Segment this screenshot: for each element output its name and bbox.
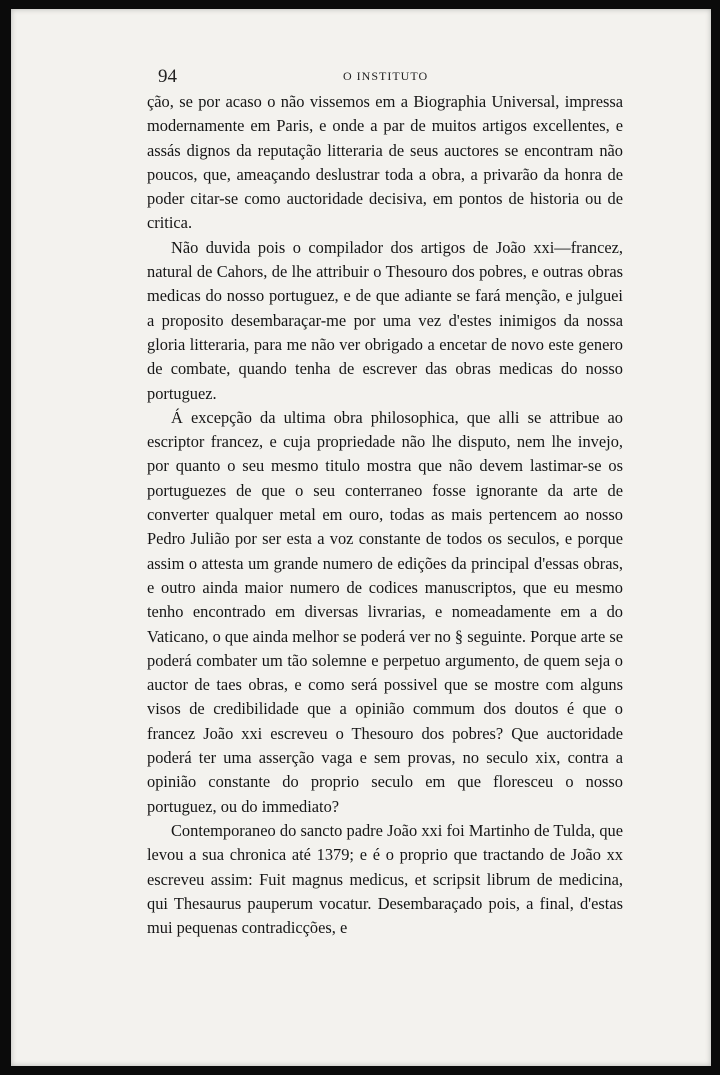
body-text (147, 90, 623, 940)
page-number: 94 (158, 66, 177, 87)
paragraph-4: Contemporaneo do sancto padre João xxi foi Martinho de Tulda, que levou a sua chronica até 1379; e é o proprio que tractando de João xx escreveu assim: Fuit magnus medicus, et scripsit librum de medicina, qui Thesaurus pauperum vocatur. Desembaraçado pois, a final, d'estas mui pequenas contradicções, e (147, 820, 623, 938)
paragraph-3: Á excepção da ultima obra philosophica, que alli se attribue ao escriptor francez, e cuja propriedade não lhe disputo, nem lhe invejo, por quanto o seu mesmo titulo mostra que não devem lastimar-se os portuguezes de que o seu conterraneo fosse ignorante da arte de converter qualquer metal em ouro, todas as mais pertencem ao nosso Pedro Julião por ser esta a voz constante de todos os seculos, e porque assim o attesta um grande numero de edições da principal d'essas obras, e outro ainda maior numero de codices manuscriptos, que eu mesmo tenho encontrado em diversas livrarias, e nomeadamente em a do Vaticano, o que ainda melhor se poderá ver no § seguinte. Porque arte se poderá combater um tão solemne e perpetuo argumento, de quem seja o auctor de taes obras, e como será possivel que se mostre com alguns visos de credibilidade que a opinião commum dos doutos é que o francez João xxi escreveu o Thesouro dos pobres? Que auctoridade poderá ter uma asserção vaga e sem provas, no seculo xix, contra a opinião constante do proprio seculo em que floresceu o nosso portuguez, ou do immediato? (147, 407, 623, 816)
paragraph-2: Não duvida pois o compilador dos artigos de João xxi—francez, natural de Cahors, de lhe attribuir o Thesouro dos pobres, e outras obras medicas do nosso portuguez, e de que adiante se fará menção, e julguei a proposito desembaraçar-me por uma vez d'estes inimigos da nossa gloria litteraria, para me não ver obrigado a encetar de novo este genero de combate, quando tenha de escrever das obras medicas do nosso portuguez. (147, 237, 623, 403)
running-title: O INSTITUTO (343, 69, 429, 83)
paragraph-1: ção, se por acaso o não vissemos em a Biographia Universal, impressa modernamente em Paris, e onde a par de muitos artigos excellentes, e assás dignos da reputação litteraria de seus auctores se encontram não poucos, que, ameaçando deslustrar toda a obra, a privarão da honra de poder citar-se como auctoridade decisiva, em pontos de historia ou de critica. (147, 92, 623, 233)
page-header (158, 66, 628, 90)
